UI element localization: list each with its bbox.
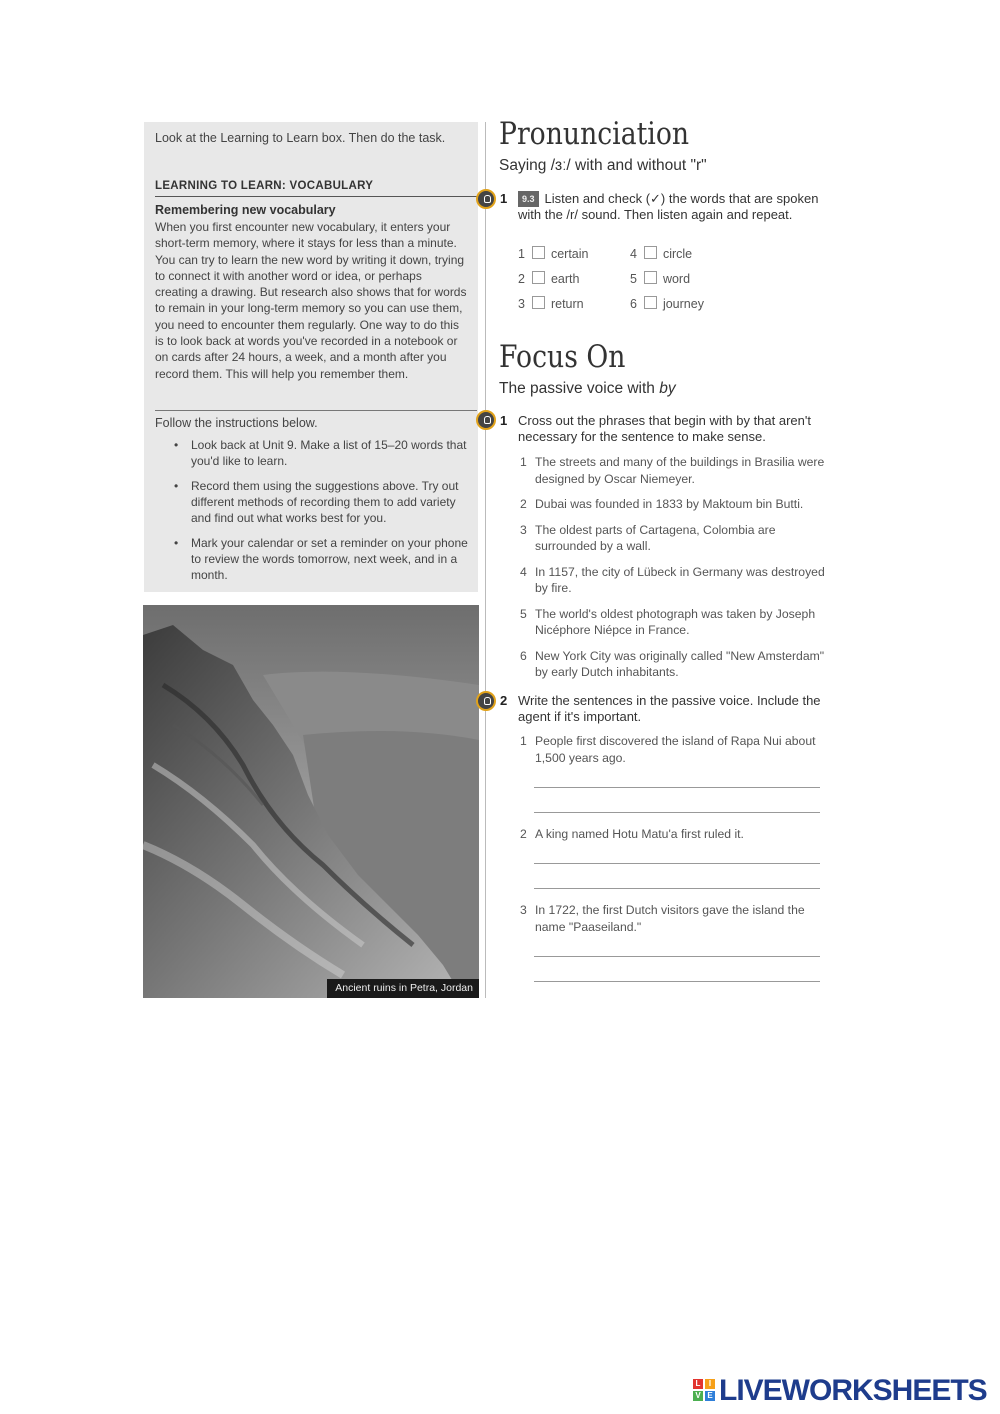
exercise1-list <box>518 454 828 681</box>
exercise-number: 1 <box>500 191 508 206</box>
pronunciation-instruction: 9.3 Listen and check (✓) the words that are spoken with the /r/ sound. Then listen again and repeat. <box>518 191 819 222</box>
exercise2-instruction: Write the sentences in the passive voice. Include the agent if it's important. <box>518 693 821 724</box>
list-item: 1 certain <box>518 247 589 261</box>
column-divider <box>485 122 486 998</box>
pronunciation-title: Pronunciation <box>499 116 690 152</box>
divider <box>155 196 477 197</box>
box-body: When you first encounter new vocabulary, it enters your short-term memory, where it stays for less than a minute. You can try to learn the new word by writing it down, trying to connect it with another word or idea, or perhaps creating a drawing. But research also shows that for words to remain in your long-term memory so you can use them, you need to encounter them regularly. One way to do this is to look back at words you've recorded in a notebook or on cards after 24 hours, a week, and a month after you record them. This will help you remember them. <box>155 220 467 381</box>
checkbox[interactable] <box>644 246 657 259</box>
lightbulb-icon <box>476 691 496 711</box>
list-item: • Look back at Unit 9. Make a list of 15–20 words that you'd like to learn. <box>174 437 469 469</box>
exercise2-item <box>518 902 828 935</box>
answer-line[interactable] <box>534 787 820 788</box>
list-item: 3 return <box>518 297 584 311</box>
list-item: 2 earth <box>518 272 580 286</box>
checkbox[interactable] <box>644 296 657 309</box>
answer-line[interactable] <box>534 863 820 864</box>
list-item[interactable]: 3 The oldest parts of Cartagena, Colombia are surrounded by a wall. <box>520 522 776 553</box>
focus-title: Focus On <box>499 339 626 375</box>
logo-tile: V <box>693 1391 703 1401</box>
answer-line[interactable] <box>534 981 820 982</box>
instruction-list <box>174 437 469 592</box>
focus-subtitle: The passive voice with by <box>499 380 676 397</box>
list-item: 4 circle <box>630 247 693 261</box>
checkbox[interactable] <box>532 246 545 259</box>
petra-photo <box>143 605 479 998</box>
lightbulb-icon <box>476 189 496 209</box>
box-title: LEARNING TO LEARN: VOCABULARY <box>155 180 374 192</box>
checkbox[interactable] <box>532 296 545 309</box>
list-item: • Record them using the suggestions above. Try out different methods of recording them to add variety and find out what works best for you. <box>174 478 469 526</box>
list-item: • Mark your calendar or set a reminder on your phone to review the words tomorrow, next week, and in a month. <box>174 535 469 583</box>
logo-tile: I <box>705 1379 715 1389</box>
list-item[interactable]: 1 The streets and many of the buildings in Brasilia were designed by Oscar Niemeyer. <box>520 455 825 486</box>
list-item: 2 A king named Hotu Matu'a first ruled it. <box>520 827 744 841</box>
logo-text: LIVEWORKSHEETS <box>719 1374 987 1407</box>
list-item[interactable]: 4 In 1157, the city of Lübeck in Germany was destroyed by fire. <box>520 564 825 595</box>
list-item: 3 In 1722, the first Dutch visitors gave the island the name "Paaseiland." <box>520 903 805 934</box>
divider <box>155 410 477 411</box>
answer-line[interactable] <box>534 888 820 889</box>
list-item: 6 journey <box>630 297 704 311</box>
list-item: 1 People first discovered the island of Rapa Nui about 1,500 years ago. <box>520 734 816 765</box>
subheading: Remembering new vocabulary <box>155 203 336 217</box>
logo-tile: L <box>693 1379 703 1389</box>
list-item[interactable]: 2 Dubai was founded in 1833 by Maktoum bin Butti. <box>520 497 804 511</box>
answer-line[interactable] <box>534 956 820 957</box>
lightbulb-icon <box>476 410 496 430</box>
exercise-number: 1 <box>500 413 508 428</box>
follow-instructions: Follow the instructions below. <box>155 416 318 430</box>
exercise-number: 2 <box>500 693 508 708</box>
list-item[interactable]: 6 New York City was originally called "New Amsterdam" by early Dutch inhabitants. <box>520 648 825 679</box>
logo-tile: E <box>705 1391 715 1401</box>
checkbox[interactable] <box>644 271 657 284</box>
intro-text: Look at the Learning to Learn box. Then do the task. <box>155 131 446 145</box>
exercise2-item <box>518 733 828 766</box>
answer-line[interactable] <box>534 812 820 813</box>
exercise1-instruction: Cross out the phrases that begin with by that aren't necessary for the sentence to make sense. <box>518 413 811 444</box>
pronunciation-subtitle: Saying /ɜː/ with and without "r" <box>499 157 707 174</box>
photo-caption: Ancient ruins in Petra, Jordan <box>327 979 479 998</box>
list-item: 5 word <box>630 272 691 286</box>
list-item[interactable]: 5 The world's oldest photograph was taken by Joseph Nicéphore Niépce in France. <box>520 606 816 637</box>
checkbox[interactable] <box>532 271 545 284</box>
audio-icon[interactable]: 9.3 <box>518 191 539 207</box>
logo-icon <box>693 1379 717 1403</box>
exercise2-item <box>518 826 828 843</box>
